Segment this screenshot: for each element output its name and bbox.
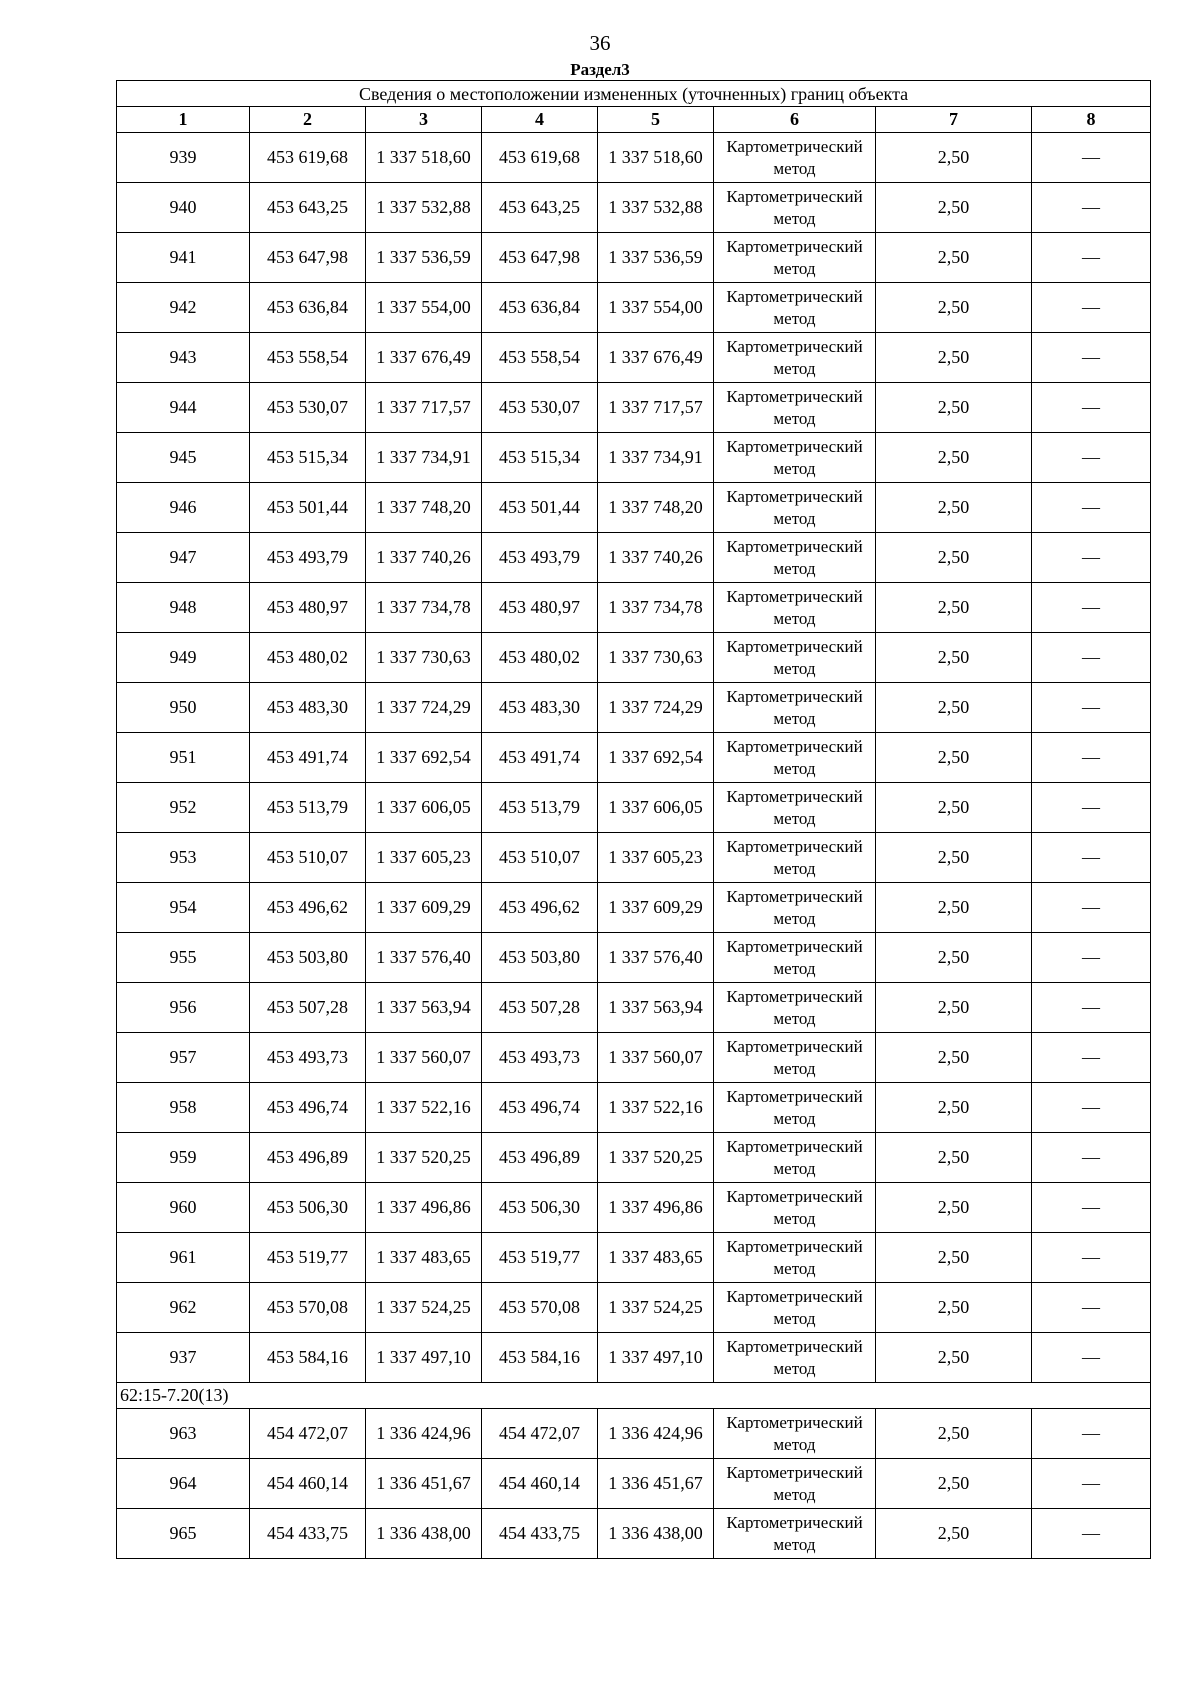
cell-accuracy: 2,50	[876, 1459, 1032, 1509]
cell-point-number: 956	[117, 983, 250, 1033]
table-row	[117, 383, 1151, 433]
cell-point-number: 963	[117, 1409, 250, 1459]
cell-accuracy: 2,50	[876, 833, 1032, 883]
column-header: 4	[482, 107, 598, 133]
cell-method: Картометрический метод	[714, 1333, 876, 1383]
column-header: 5	[598, 107, 714, 133]
cell-x-coordinate-new: 453 506,30	[482, 1183, 598, 1233]
cell-accuracy: 2,50	[876, 533, 1032, 583]
cell-y-coordinate: 1 337 496,86	[366, 1183, 482, 1233]
cell-y-coordinate-new: 1 337 532,88	[598, 183, 714, 233]
cell-x-coordinate-new: 453 483,30	[482, 683, 598, 733]
cell-description: —	[1032, 983, 1151, 1033]
cell-method: Картометрический метод	[714, 433, 876, 483]
cell-method: Картометрический метод	[714, 733, 876, 783]
cell-y-coordinate-new: 1 337 748,20	[598, 483, 714, 533]
cell-point-number: 953	[117, 833, 250, 883]
cell-y-coordinate-new: 1 337 520,25	[598, 1133, 714, 1183]
cell-accuracy: 2,50	[876, 283, 1032, 333]
cell-point-number: 960	[117, 1183, 250, 1233]
table-row	[117, 1183, 1151, 1233]
cell-x-coordinate-new: 454 433,75	[482, 1509, 598, 1559]
cell-description: —	[1032, 583, 1151, 633]
cell-y-coordinate-new: 1 337 734,78	[598, 583, 714, 633]
cell-y-coordinate: 1 337 522,16	[366, 1083, 482, 1133]
cell-x-coordinate-new: 453 507,28	[482, 983, 598, 1033]
boundary-coordinates-table	[116, 80, 1151, 1559]
cell-method: Картометрический метод	[714, 133, 876, 183]
cell-accuracy: 2,50	[876, 683, 1032, 733]
cell-point-number: 949	[117, 633, 250, 683]
cell-y-coordinate: 1 337 576,40	[366, 933, 482, 983]
cell-y-coordinate: 1 337 692,54	[366, 733, 482, 783]
cell-x-coordinate: 453 480,97	[250, 583, 366, 633]
table-row	[117, 683, 1151, 733]
cell-method: Картометрический метод	[714, 683, 876, 733]
cell-description: —	[1032, 1283, 1151, 1333]
cell-point-number: 944	[117, 383, 250, 433]
cell-accuracy: 2,50	[876, 1509, 1032, 1559]
cell-x-coordinate-new: 453 496,62	[482, 883, 598, 933]
cell-y-coordinate: 1 337 554,00	[366, 283, 482, 333]
cell-y-coordinate: 1 336 424,96	[366, 1409, 482, 1459]
cell-x-coordinate: 453 507,28	[250, 983, 366, 1033]
cell-description: —	[1032, 883, 1151, 933]
cell-point-number: 959	[117, 1133, 250, 1183]
cell-x-coordinate: 453 558,54	[250, 333, 366, 383]
cell-y-coordinate-new: 1 337 724,29	[598, 683, 714, 733]
cell-point-number: 965	[117, 1509, 250, 1559]
cell-description: —	[1032, 683, 1151, 733]
cell-method: Картометрический метод	[714, 1509, 876, 1559]
cell-description: —	[1032, 1333, 1151, 1383]
cell-description: —	[1032, 1133, 1151, 1183]
page-number: 36	[589, 31, 611, 55]
cell-y-coordinate-new: 1 337 717,57	[598, 383, 714, 433]
cell-method: Картометрический метод	[714, 1459, 876, 1509]
cell-x-coordinate-new: 453 503,80	[482, 933, 598, 983]
cell-description: —	[1032, 1083, 1151, 1133]
cell-y-coordinate-new: 1 337 730,63	[598, 633, 714, 683]
cell-accuracy: 2,50	[876, 1133, 1032, 1183]
cell-y-coordinate-new: 1 337 605,23	[598, 833, 714, 883]
cell-method: Картометрический метод	[714, 983, 876, 1033]
cell-point-number: 942	[117, 283, 250, 333]
cell-point-number: 948	[117, 583, 250, 633]
cell-x-coordinate: 453 530,07	[250, 383, 366, 433]
table-row	[117, 1333, 1151, 1383]
cell-method: Картометрический метод	[714, 1409, 876, 1459]
cell-y-coordinate: 1 337 609,29	[366, 883, 482, 933]
cell-x-coordinate: 453 483,30	[250, 683, 366, 733]
cell-accuracy: 2,50	[876, 583, 1032, 633]
cell-x-coordinate: 453 493,73	[250, 1033, 366, 1083]
cell-y-coordinate: 1 337 717,57	[366, 383, 482, 433]
table-row	[117, 1133, 1151, 1183]
cell-x-coordinate: 453 480,02	[250, 633, 366, 683]
table-row	[117, 833, 1151, 883]
cell-point-number: 947	[117, 533, 250, 583]
cell-accuracy: 2,50	[876, 1333, 1032, 1383]
cell-y-coordinate-new: 1 337 524,25	[598, 1283, 714, 1333]
cell-y-coordinate-new: 1 337 606,05	[598, 783, 714, 833]
cell-method: Картометрический метод	[714, 483, 876, 533]
cell-accuracy: 2,50	[876, 1283, 1032, 1333]
cell-accuracy: 2,50	[876, 1409, 1032, 1459]
table-row	[117, 483, 1151, 533]
cell-description: —	[1032, 133, 1151, 183]
cell-y-coordinate: 1 337 730,63	[366, 633, 482, 683]
cell-y-coordinate-new: 1 337 522,16	[598, 1083, 714, 1133]
table-row	[117, 933, 1151, 983]
cell-description: —	[1032, 1509, 1151, 1559]
cell-y-coordinate-new: 1 337 496,86	[598, 1183, 714, 1233]
table-row	[117, 133, 1151, 183]
cell-accuracy: 2,50	[876, 783, 1032, 833]
table-row	[117, 883, 1151, 933]
cell-x-coordinate: 453 506,30	[250, 1183, 366, 1233]
cell-y-coordinate-new: 1 337 734,91	[598, 433, 714, 483]
column-header: 6	[714, 107, 876, 133]
cell-point-number: 955	[117, 933, 250, 983]
cell-point-number: 952	[117, 783, 250, 833]
cell-y-coordinate-new: 1 336 438,00	[598, 1509, 714, 1559]
cell-y-coordinate-new: 1 337 560,07	[598, 1033, 714, 1083]
table-row	[117, 1033, 1151, 1083]
section-title: Раздел3	[570, 60, 630, 79]
cell-accuracy: 2,50	[876, 233, 1032, 283]
cell-method: Картометрический метод	[714, 1083, 876, 1133]
cell-x-coordinate: 454 460,14	[250, 1459, 366, 1509]
cell-accuracy: 2,50	[876, 733, 1032, 783]
cell-x-coordinate-new: 453 501,44	[482, 483, 598, 533]
cell-accuracy: 2,50	[876, 933, 1032, 983]
cell-x-coordinate-new: 453 570,08	[482, 1283, 598, 1333]
cell-description: —	[1032, 333, 1151, 383]
cell-x-coordinate: 453 493,79	[250, 533, 366, 583]
cell-y-coordinate: 1 337 563,94	[366, 983, 482, 1033]
cell-description: —	[1032, 283, 1151, 333]
cell-method: Картометрический метод	[714, 1233, 876, 1283]
table-row	[117, 1409, 1151, 1459]
cell-x-coordinate-new: 453 493,73	[482, 1033, 598, 1083]
cell-y-coordinate-new: 1 337 576,40	[598, 933, 714, 983]
cell-x-coordinate: 453 636,84	[250, 283, 366, 333]
cell-point-number: 950	[117, 683, 250, 733]
cell-accuracy: 2,50	[876, 433, 1032, 483]
cell-y-coordinate-new: 1 337 518,60	[598, 133, 714, 183]
cell-method: Картометрический метод	[714, 783, 876, 833]
table-caption: Сведения о местоположении измененных (уточненных) границ объекта	[117, 81, 1151, 107]
cell-y-coordinate: 1 337 605,23	[366, 833, 482, 883]
cell-description: —	[1032, 383, 1151, 433]
cell-accuracy: 2,50	[876, 1183, 1032, 1233]
cell-y-coordinate-new: 1 337 497,10	[598, 1333, 714, 1383]
cell-method: Картометрический метод	[714, 233, 876, 283]
table-row	[117, 283, 1151, 333]
cell-y-coordinate-new: 1 337 740,26	[598, 533, 714, 583]
column-header: 8	[1032, 107, 1151, 133]
cell-y-coordinate: 1 337 497,10	[366, 1333, 482, 1383]
cell-accuracy: 2,50	[876, 133, 1032, 183]
table-row	[117, 433, 1151, 483]
cell-point-number: 937	[117, 1333, 250, 1383]
cell-description: —	[1032, 933, 1151, 983]
column-header: 2	[250, 107, 366, 133]
cell-method: Картометрический метод	[714, 383, 876, 433]
cell-x-coordinate-new: 453 510,07	[482, 833, 598, 883]
table-row	[117, 1233, 1151, 1283]
cell-point-number: 943	[117, 333, 250, 383]
cell-accuracy: 2,50	[876, 483, 1032, 533]
cell-x-coordinate-new: 453 496,74	[482, 1083, 598, 1133]
cell-x-coordinate-new: 453 558,54	[482, 333, 598, 383]
cell-x-coordinate-new: 453 643,25	[482, 183, 598, 233]
cell-y-coordinate: 1 337 734,91	[366, 433, 482, 483]
table-row	[117, 1283, 1151, 1333]
column-header: 3	[366, 107, 482, 133]
cell-x-coordinate: 454 472,07	[250, 1409, 366, 1459]
cell-x-coordinate: 453 619,68	[250, 133, 366, 183]
cell-point-number: 964	[117, 1459, 250, 1509]
cell-x-coordinate: 453 496,62	[250, 883, 366, 933]
cell-x-coordinate: 453 501,44	[250, 483, 366, 533]
cell-x-coordinate-new: 453 619,68	[482, 133, 598, 183]
cell-y-coordinate-new: 1 336 424,96	[598, 1409, 714, 1459]
cell-description: —	[1032, 1409, 1151, 1459]
table-row	[117, 183, 1151, 233]
table-row	[117, 783, 1151, 833]
cell-description: —	[1032, 533, 1151, 583]
cell-description: —	[1032, 1183, 1151, 1233]
cell-accuracy: 2,50	[876, 1033, 1032, 1083]
cell-x-coordinate-new: 453 491,74	[482, 733, 598, 783]
cell-method: Картометрический метод	[714, 583, 876, 633]
table-row	[117, 983, 1151, 1033]
column-header: 7	[876, 107, 1032, 133]
cell-method: Картометрический метод	[714, 283, 876, 333]
cell-description: —	[1032, 633, 1151, 683]
cell-description: —	[1032, 183, 1151, 233]
cell-y-coordinate-new: 1 336 451,67	[598, 1459, 714, 1509]
cell-accuracy: 2,50	[876, 983, 1032, 1033]
cell-x-coordinate: 453 510,07	[250, 833, 366, 883]
cell-y-coordinate: 1 336 451,67	[366, 1459, 482, 1509]
cell-x-coordinate-new: 453 480,02	[482, 633, 598, 683]
cell-x-coordinate: 453 647,98	[250, 233, 366, 283]
table-row	[117, 733, 1151, 783]
table-row	[117, 633, 1151, 683]
cell-description: —	[1032, 833, 1151, 883]
cell-description: —	[1032, 483, 1151, 533]
table-body	[117, 133, 1151, 1559]
cell-y-coordinate: 1 337 606,05	[366, 783, 482, 833]
cell-accuracy: 2,50	[876, 383, 1032, 433]
cell-x-coordinate: 453 491,74	[250, 733, 366, 783]
cell-y-coordinate-new: 1 337 563,94	[598, 983, 714, 1033]
group-label: 62:15-7.20(13)	[117, 1383, 1151, 1409]
cell-y-coordinate: 1 337 748,20	[366, 483, 482, 533]
cell-x-coordinate-new: 453 647,98	[482, 233, 598, 283]
cell-accuracy: 2,50	[876, 183, 1032, 233]
table-row	[117, 333, 1151, 383]
table-row	[117, 583, 1151, 633]
table-row	[117, 1459, 1151, 1509]
cell-y-coordinate: 1 337 520,25	[366, 1133, 482, 1183]
cell-method: Картометрический метод	[714, 1283, 876, 1333]
cell-method: Картометрический метод	[714, 333, 876, 383]
cell-x-coordinate-new: 453 513,79	[482, 783, 598, 833]
cell-y-coordinate: 1 337 676,49	[366, 333, 482, 383]
cell-x-coordinate-new: 453 515,34	[482, 433, 598, 483]
cell-accuracy: 2,50	[876, 333, 1032, 383]
table-row	[117, 233, 1151, 283]
cell-y-coordinate: 1 337 724,29	[366, 683, 482, 733]
table-row	[117, 1509, 1151, 1559]
cell-method: Картометрический метод	[714, 1033, 876, 1083]
cell-point-number: 945	[117, 433, 250, 483]
cell-method: Картометрический метод	[714, 183, 876, 233]
cell-accuracy: 2,50	[876, 1233, 1032, 1283]
cell-y-coordinate: 1 336 438,00	[366, 1509, 482, 1559]
cell-point-number: 961	[117, 1233, 250, 1283]
cell-x-coordinate-new: 454 460,14	[482, 1459, 598, 1509]
cell-x-coordinate: 454 433,75	[250, 1509, 366, 1559]
column-header: 1	[117, 107, 250, 133]
cell-y-coordinate: 1 337 734,78	[366, 583, 482, 633]
cell-description: —	[1032, 1033, 1151, 1083]
cell-accuracy: 2,50	[876, 633, 1032, 683]
cell-x-coordinate-new: 453 519,77	[482, 1233, 598, 1283]
cell-x-coordinate-new: 453 636,84	[482, 283, 598, 333]
cell-method: Картометрический метод	[714, 933, 876, 983]
cell-y-coordinate: 1 337 740,26	[366, 533, 482, 583]
cell-x-coordinate: 453 496,74	[250, 1083, 366, 1133]
cell-point-number: 946	[117, 483, 250, 533]
column-header-row	[117, 107, 1151, 133]
cell-x-coordinate: 453 643,25	[250, 183, 366, 233]
cell-method: Картометрический метод	[714, 1133, 876, 1183]
cell-method: Картометрический метод	[714, 633, 876, 683]
cell-method: Картометрический метод	[714, 883, 876, 933]
cell-x-coordinate-new: 453 530,07	[482, 383, 598, 433]
cell-y-coordinate: 1 337 483,65	[366, 1233, 482, 1283]
cell-y-coordinate-new: 1 337 609,29	[598, 883, 714, 933]
cell-x-coordinate: 453 503,80	[250, 933, 366, 983]
cell-x-coordinate-new: 453 496,89	[482, 1133, 598, 1183]
cell-description: —	[1032, 1233, 1151, 1283]
cell-accuracy: 2,50	[876, 1083, 1032, 1133]
cell-y-coordinate-new: 1 337 554,00	[598, 283, 714, 333]
cell-point-number: 941	[117, 233, 250, 283]
cell-accuracy: 2,50	[876, 883, 1032, 933]
cell-x-coordinate-new: 453 493,79	[482, 533, 598, 583]
table-row	[117, 1083, 1151, 1133]
cell-x-coordinate-new: 453 584,16	[482, 1333, 598, 1383]
cell-x-coordinate: 453 496,89	[250, 1133, 366, 1183]
cell-x-coordinate: 453 519,77	[250, 1233, 366, 1283]
cell-y-coordinate-new: 1 337 692,54	[598, 733, 714, 783]
cell-y-coordinate-new: 1 337 536,59	[598, 233, 714, 283]
cell-method: Картометрический метод	[714, 833, 876, 883]
cell-x-coordinate: 453 584,16	[250, 1333, 366, 1383]
cell-y-coordinate: 1 337 536,59	[366, 233, 482, 283]
cell-point-number: 962	[117, 1283, 250, 1333]
cell-point-number: 957	[117, 1033, 250, 1083]
cell-method: Картометрический метод	[714, 1183, 876, 1233]
cell-x-coordinate: 453 515,34	[250, 433, 366, 483]
cell-x-coordinate: 453 513,79	[250, 783, 366, 833]
cell-description: —	[1032, 783, 1151, 833]
cell-y-coordinate-new: 1 337 483,65	[598, 1233, 714, 1283]
cell-y-coordinate-new: 1 337 676,49	[598, 333, 714, 383]
cell-description: —	[1032, 433, 1151, 483]
cell-point-number: 951	[117, 733, 250, 783]
cell-description: —	[1032, 733, 1151, 783]
cell-y-coordinate: 1 337 532,88	[366, 183, 482, 233]
table-row	[117, 533, 1151, 583]
cell-x-coordinate-new: 453 480,97	[482, 583, 598, 633]
group-row	[117, 1383, 1151, 1409]
cell-y-coordinate: 1 337 524,25	[366, 1283, 482, 1333]
cell-point-number: 958	[117, 1083, 250, 1133]
cell-y-coordinate: 1 337 560,07	[366, 1033, 482, 1083]
cell-point-number: 939	[117, 133, 250, 183]
cell-x-coordinate-new: 454 472,07	[482, 1409, 598, 1459]
cell-y-coordinate: 1 337 518,60	[366, 133, 482, 183]
cell-x-coordinate: 453 570,08	[250, 1283, 366, 1333]
cell-method: Картометрический метод	[714, 533, 876, 583]
cell-point-number: 954	[117, 883, 250, 933]
cell-description: —	[1032, 233, 1151, 283]
cell-point-number: 940	[117, 183, 250, 233]
cell-description: —	[1032, 1459, 1151, 1509]
